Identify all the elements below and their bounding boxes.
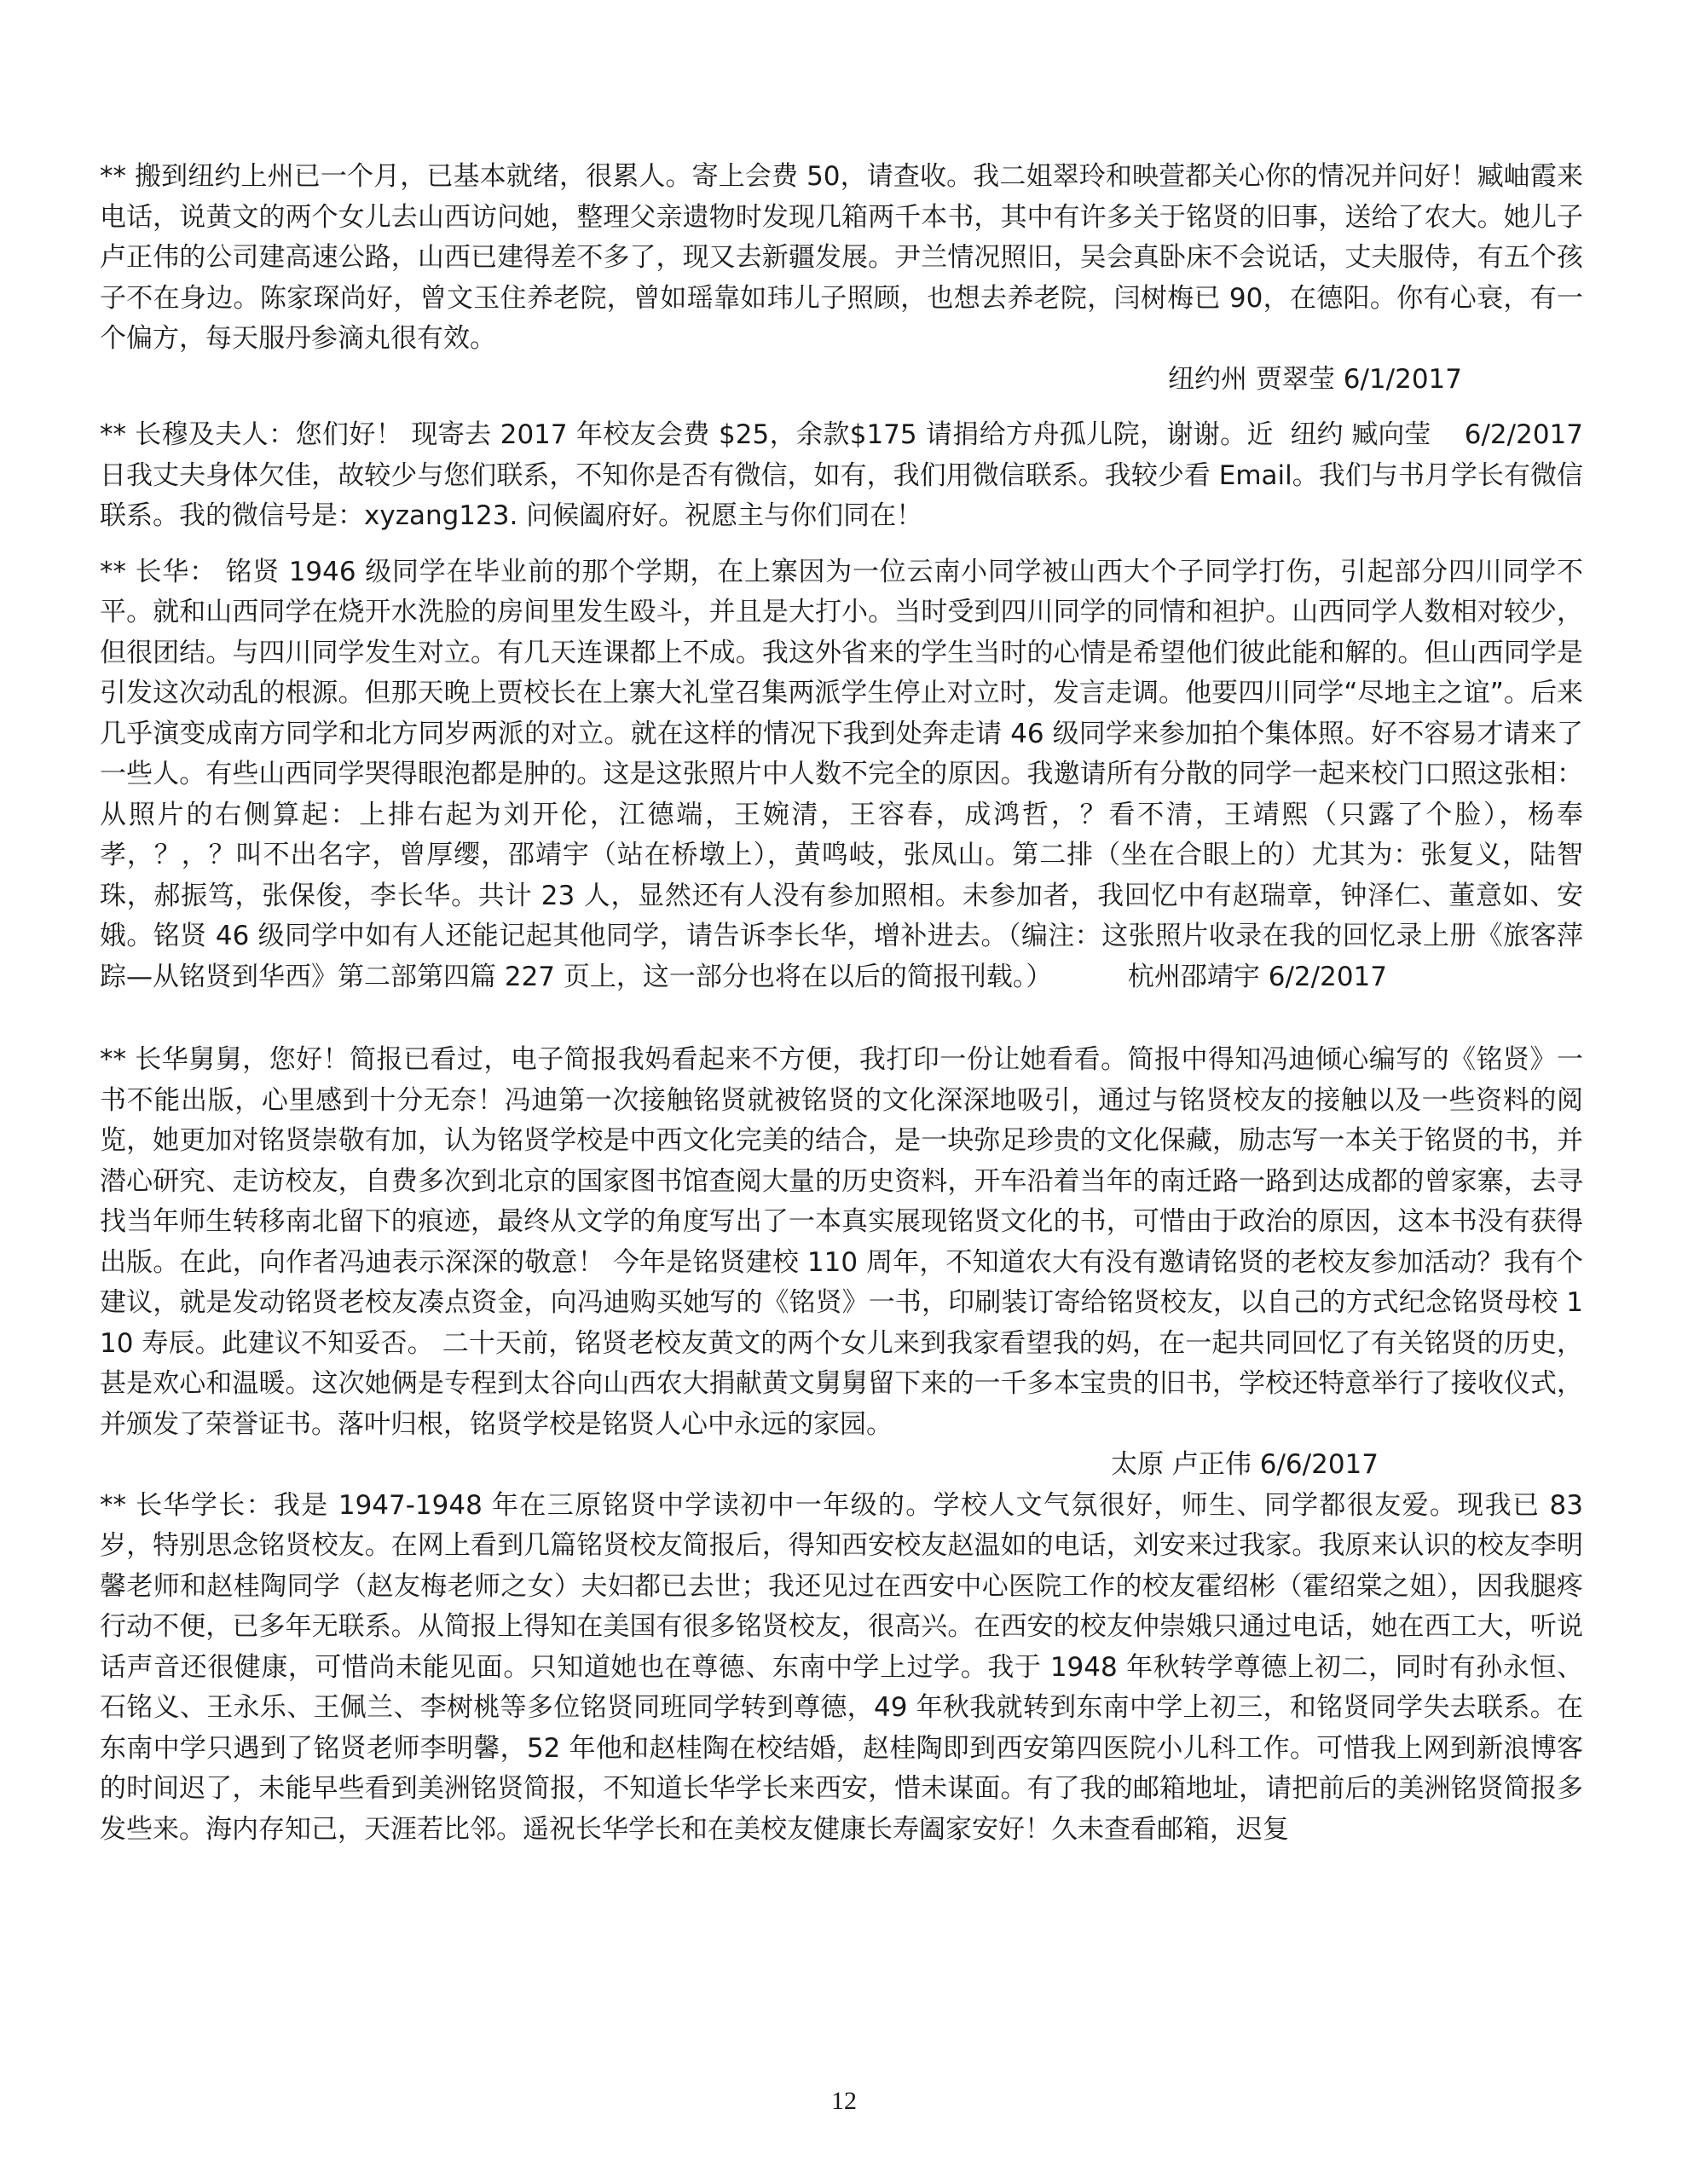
letter-shao-jingyu bbox=[100, 552, 1583, 998]
page-number: 12 bbox=[831, 2087, 857, 2115]
letter-body: ** 长华舅舅，您好！简报已看过，电子简报我妈看起来不方便，我打印一份让她看看。简报中得知冯迪倾心编写的《铭贤》一书不能出版，心里感到十分无奈！冯迪第一次接触铭贤就被铭贤的文化深深地吸引，通过与铭贤校友的接触以及一些资料的阅览，她更加对铭贤崇敬有加，认为铭贤学校是中西文化完美的结合，是一块弥足珍贵的文化保藏，励志写一本关于铭贤的书，并潜心研究、走访校友，自费多次到北京的国家图书馆查阅大量的历史资料，开车沿着当年的南迁路一路到达成都的曾家寨，去寻找当年师生转移南北留下的痕迹，最终从文学的角度写出了一本真实展现铭贤文化的书，可惜由于政治的原因，这本书没有获得出版。在此，向作者冯迪表示深深的敬意！ 今年是铭贤建校 110 周年，不知道农大有没有邀请铭贤的老校友参加活动？我有个建议，就是发动铭贤老校友凑点资金，向冯迪购买她写的《铭贤》一书，印刷装订寄给铭贤校友，以自己的方式纪念铭贤母校 110 寿辰。此建议不知妥否。 二十天前，铭贤老校友黄文的两个女儿来到我家看望我的妈，在一起共同回忆了有关铭贤的历史，甚是欢心和温暖。这次她俩是专程到太谷向山西农大捐献黄文舅舅留下来的一千多本宝贵的旧书，学校还特意举行了接收仪式，并颁发了荣誉证书。落叶归根，铭贤学校是铭贤人心中永远的家园。 bbox=[100, 1044, 1583, 1440]
divider-space bbox=[100, 537, 1583, 552]
letter-lu-zhengwei bbox=[100, 1040, 1583, 1486]
divider-space bbox=[100, 400, 1583, 415]
letter-classmate-xian bbox=[100, 1486, 1583, 1851]
newsletter-page bbox=[100, 157, 1583, 1850]
letter-zang-xiangying bbox=[100, 415, 1583, 537]
letter-signature: 太原 卢正伟 6/6/2017 bbox=[1111, 1449, 1379, 1480]
letter-body: ** 长穆及夫人：您们好！ 现寄去 2017 年校友会费 $25，余款$175 请捐给方舟孤儿院，谢谢。近日我丈夫身体欠佳，故较少与您们联系，不知你是否有微信，如有，我们用微信联系。我较少看 Email。我们与书月学长有微信联系。我的微信号是：xyzang123. 问候阖府好。祝愿主与你们同在！ bbox=[100, 419, 1583, 531]
letter-signature: 纽约州 贾翠莹 6/1/2017 bbox=[1168, 363, 1462, 395]
divider-space bbox=[100, 997, 1583, 1040]
letter-body: ** 长华： 铭贤 1946 级同学在毕业前的那个学期，在上寨因为一位云南小同学被山西大个子同学打伤，引起部分四川同学不平。就和山西同学在烧开水洗脸的房间里发生殴斗，并且是大打小。当时受到四川同学的同情和袒护。山西同学人数相对较少，但很团结。与四川同学发生对立。有几天连课都上不成。我这外省来的学生当时的心情是希望他们彼此能和解的。但山西同学是引发这次动乱的根源。但那天晚上贾校长在上寨大礼堂召集两派学生停止对立时，发言走调。他要四川同学“尽地主之谊”。后来几乎演变成南方同学和北方同岁两派的对立。就在这样的情况下我到处奔走请 46 级同学来参加拍个集体照。好不容易才请来了一些人。有些山西同学哭得眼泡都是肿的。这是这张照片中人数不完全的原因。我邀请所有分散的同学一起来校门口照这张相：从照片的右侧算起：上排右起为刘开伦，江德端，王婉清，王容春，成鸿哲，？看不清，王靖熙（只露了个脸），杨奉孝，？，？叫不出名字，曾厚缨，邵靖宇（站在桥墩上），黄鸣岐，张凤山。第二排（坐在合眼上的）尤其为：张复义，陆智珠，郝振笃，张保俊，李长华。共计 23 人，显然还有人没有参加照相。未参加者，我回忆中有赵瑞章，钟泽仁、董意如、安娥。铭贤 46 级同学中如有人还能记起其他同学，请告诉李长华，增补进去。（编注：这张照片收录在我的回忆录上册《旅客萍踪—从铭贤到华西》第二部第四篇 227 页上，这一部分也将在以后的简报刊载。） bbox=[100, 556, 1583, 992]
letter-jia-cuiying bbox=[100, 157, 1583, 400]
letter-body: ** 搬到纽约上州已一个月，已基本就绪，很累人。寄上会费 50，请查收。我二姐翠玲和映萱都关心你的情况并问好！臧岫霞来电话，说黄文的两个女儿去山西访问她，整理父亲遗物时发现几箱两千本书，其中有许多关于铭贤的旧事，送给了农大。她儿子卢正伟的公司建高速公路，山西已建得差不多了，现又去新疆发展。尹兰情况照旧，吴会真卧床不会说话，丈夫服侍，有五个孩子不在身边。陈家琛尚好，曾文玉住养老院，曾如瑶靠如玮儿子照顾，也想去养老院，闫树梅已 90，在德阳。你有心衰，有一个偏方，每天服丹参滴丸很有效。 bbox=[100, 161, 1583, 354]
letter-signature: 杭州邵靖宇 6/2/2017 bbox=[1127, 961, 1387, 992]
letter-body: ** 长华学长：我是 1947-1948 年在三原铭贤中学读初中一年级的。学校人文气氛很好，师生、同学都很友爱。现我已 83 岁，特别思念铭贤校友。在网上看到几篇铭贤校友简报后，得知西安校友赵温如的电话，刘安来过我家。我原来认识的校友李明馨老师和赵桂陶同学（赵友梅老师之女）夫妇都已去世；我还见过在西安中心医院工作的校友霍绍彬（霍绍棠之姐），因我腿疼行动不便，已多年无联系。从简报上得知在美国有很多铭贤校友，很高兴。在西安的校友仲崇娥只通过电话，她在西工大，听说话声音还很健康，可惜尚未能见面。只知道她也在尊德、东南中学上过学。我于 1948 年秋转学尊德上初二，同时有孙永恒、石铭义、王永乐、王佩兰、李树桃等多位铭贤同班同学转到尊德，49 年秋我就转到东南中学上初三，和铭贤同学失去联系。在东南中学只遇到了铭贤老师李明馨，52 年他和赵桂陶在校结婚，赵桂陶即到西安第四医院小儿科工作。可惜我上网到新浪博客的时间迟了，未能早些看到美洲铭贤简报，不知道长华学长来西安，惜未谋面。有了我的邮箱地址，请把前后的美洲铭贤简报多发些来。海内存知己，天涯若比邻。遥祝长华学长和在美校友健康长寿阖家安好！久未查看邮箱，迟复 bbox=[100, 1489, 1583, 1845]
letter-signature: 纽约 臧向莹 6/2/2017 bbox=[1290, 419, 1583, 450]
